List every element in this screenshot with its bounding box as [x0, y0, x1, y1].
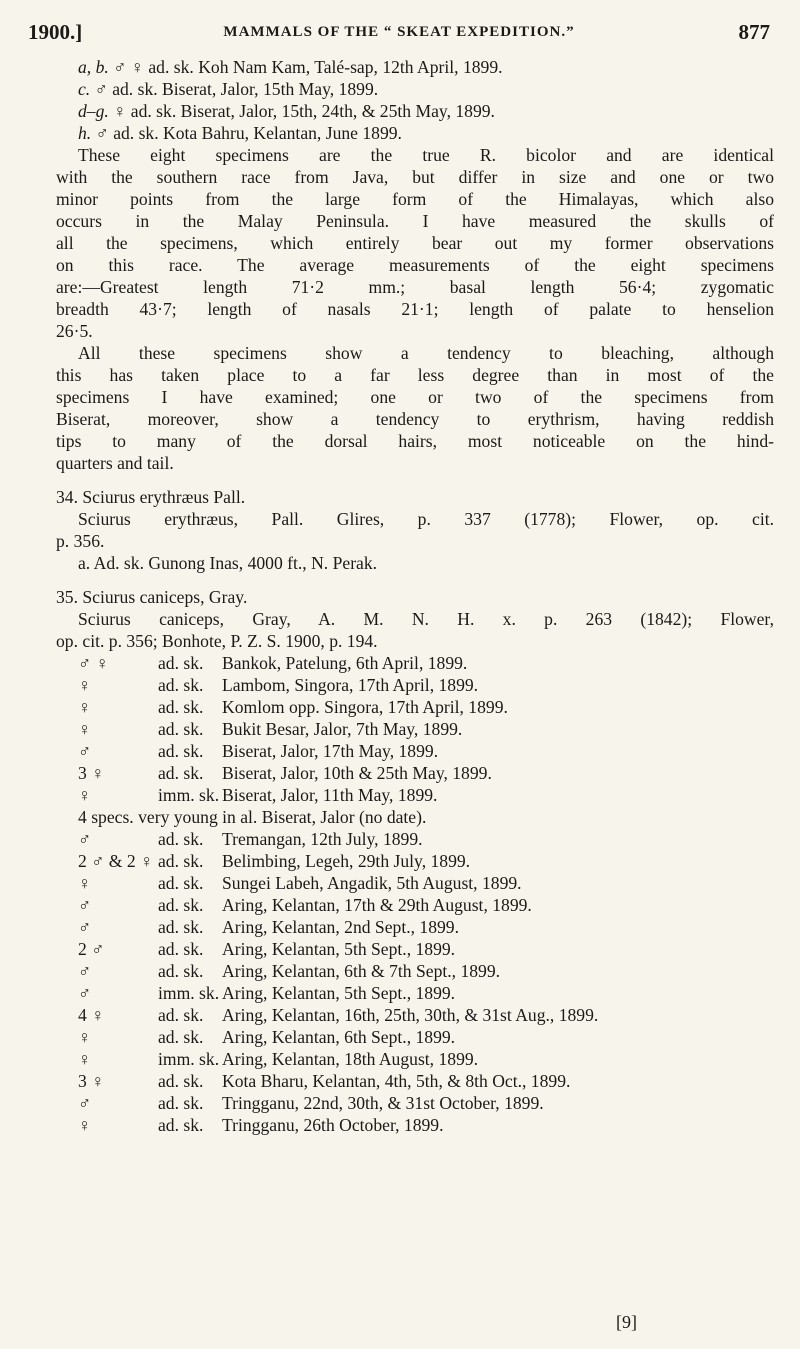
specimen-row	[56, 1114, 774, 1136]
record-line	[56, 78, 774, 100]
header-title: MAMMALS OF THE “ SKEAT EXPEDITION.”	[223, 24, 575, 40]
specimen-type: ad. sk.	[158, 851, 204, 871]
paragraph-1	[56, 144, 774, 342]
specimen-row	[56, 850, 774, 872]
record-text: ad. sk. Koh Nam Kam, Talé-sap, 12th April, 1899.	[148, 57, 503, 77]
specimen-row	[56, 1092, 774, 1114]
specimen-type: ad. sk.	[158, 653, 204, 673]
specimen-locality: Biserat, Jalor (no date).	[261, 807, 427, 827]
specimen-sex: ♀	[78, 873, 92, 893]
specimen-locality: Komlom opp. Singora, 17th April, 1899.	[222, 697, 508, 717]
specimen-note: 4 specs. very young in al.	[78, 807, 262, 827]
section-34-heading: 34. Sciurus erythræus Pall.	[56, 487, 246, 507]
specimen-type: ad. sk.	[158, 1093, 204, 1113]
text-line: Biserat, moreover, show a tendency to erythrism, having reddish	[56, 409, 774, 429]
text-line: quarters and tail.	[56, 453, 174, 473]
section-34-record: a. Ad. sk. Gunong Inas, 4000 ft., N. Perak.	[78, 553, 378, 573]
specimen-sex: ♂	[78, 1093, 92, 1113]
specimen-type: ad. sk.	[158, 741, 204, 761]
specimen-row	[56, 718, 774, 740]
specimen-row	[56, 1048, 774, 1070]
text-line: specimens I have examined; one or two of the specimens from	[56, 387, 774, 407]
specimen-locality: Belimbing, Legeh, 29th July, 1899.	[222, 851, 471, 871]
text-line: with the southern race from Java, but differ in size and one or two	[56, 167, 774, 187]
record-text: ad. sk. Biserat, Jalor, 15th, 24th, & 25th May, 1899.	[130, 101, 495, 121]
text-line: 26·5.	[56, 321, 93, 341]
specimen-type: ad. sk.	[158, 873, 204, 893]
specimen-locality: Lambom, Singora, 17th April, 1899.	[222, 675, 479, 695]
specimen-row	[56, 1004, 774, 1026]
section-35-citation	[56, 608, 774, 652]
specimen-sex: 2 ♂ & 2 ♀	[78, 851, 154, 871]
specimen-type: imm. sk.	[158, 1049, 220, 1069]
record-text: ad. sk. Biserat, Jalor, 15th May, 1899.	[112, 79, 379, 99]
paragraph-2	[56, 342, 774, 474]
running-header	[28, 20, 770, 50]
specimen-row	[56, 762, 774, 784]
specimen-type: imm. sk.	[158, 785, 220, 805]
page-number: 877	[738, 20, 770, 44]
specimen-sex: ♀	[78, 1115, 92, 1135]
specimen-sex: ♀	[78, 675, 92, 695]
section-34-citation	[56, 508, 774, 552]
text-line: all the specimens, which entirely bear out my former observations	[56, 233, 774, 253]
specimen-row	[56, 828, 774, 850]
specimen-locality: Biserat, Jalor, 11th May, 1899.	[222, 785, 438, 805]
specimen-locality: Bankok, Patelung, 6th April, 1899.	[222, 653, 468, 673]
citation-line: Sciurus erythræus, Pall. Glires, p. 337 (1778); Flower, op. cit.	[78, 509, 774, 529]
specimen-locality: Tremangan, 12th July, 1899.	[222, 829, 423, 849]
record-label: h.	[78, 123, 96, 143]
specimen-locality: Aring, Kelantan, 6th Sept., 1899.	[222, 1027, 456, 1047]
specimen-sex: ♀	[78, 1027, 92, 1047]
specimen-type: ad. sk.	[158, 961, 204, 981]
specimen-type: ad. sk.	[158, 719, 204, 739]
text-line: are:—Greatest length 71·2 mm.; basal length 56·4; zygomatic	[56, 277, 774, 297]
specimen-sex: 4 ♀	[78, 1005, 105, 1025]
record-line	[56, 100, 774, 122]
record-label: c.	[78, 79, 95, 99]
specimen-row	[56, 784, 774, 806]
specimen-sex: ♂	[78, 829, 92, 849]
text-line: tips to many of the dorsal hairs, most noticeable on the hind-	[56, 431, 774, 451]
specimen-row	[56, 982, 774, 1004]
specimen-locality: Aring, Kelantan, 2nd Sept., 1899.	[222, 917, 459, 937]
specimen-locality: Kota Bharu, Kelantan, 4th, 5th, & 8th Oct., 1899.	[222, 1071, 571, 1091]
text-line: on this race. The average measurements of the eight specimens	[56, 255, 774, 275]
specimen-locality: Aring, Kelantan, 6th & 7th Sept., 1899.	[222, 961, 501, 981]
page-body	[56, 56, 774, 1136]
specimen-locality: Aring, Kelantan, 5th Sept., 1899.	[222, 939, 456, 959]
specimen-row	[56, 872, 774, 894]
specimen-type: ad. sk.	[158, 1027, 204, 1047]
sex-symbol: ♂	[95, 123, 114, 143]
specimen-sex: 2 ♂	[78, 939, 105, 959]
text-line: this has taken place to a far less degree than in most of the	[56, 365, 774, 385]
text-line: occurs in the Malay Peninsula. I have measured the skulls of	[56, 211, 774, 231]
section-35-heading: 35. Sciurus caniceps, Gray.	[56, 587, 248, 607]
record-line	[56, 122, 774, 144]
specimen-type: ad. sk.	[158, 763, 204, 783]
record-label: d–g.	[78, 101, 114, 121]
specimen-locality: Aring, Kelantan, 18th August, 1899.	[222, 1049, 479, 1069]
specimen-sex: ♂	[78, 961, 92, 981]
specimen-type: ad. sk.	[158, 675, 204, 695]
citation-line: p. 356.	[56, 531, 105, 551]
sex-symbol: ♂ ♀	[113, 57, 149, 77]
citation-line: op. cit. p. 356; Bonhote, P. Z. S. 1900, p. 194.	[56, 631, 378, 651]
specimen-locality: Biserat, Jalor, 10th & 25th May, 1899.	[222, 763, 492, 783]
specimen-locality: Bukit Besar, Jalor, 7th May, 1899.	[222, 719, 463, 739]
record-text: ad. sk. Kota Bahru, Kelantan, June 1899.	[113, 123, 402, 143]
specimen-sex: ♀	[78, 719, 92, 739]
record-line	[56, 56, 774, 78]
specimen-row	[56, 938, 774, 960]
sex-symbol: ♀	[113, 101, 131, 121]
specimen-sex: ♂ ♀	[78, 653, 109, 673]
specimen-locality: Biserat, Jalor, 17th May, 1899.	[222, 741, 439, 761]
text-line: These eight specimens are the true R. bicolor and are identical	[78, 145, 774, 165]
specimen-locality: Tringganu, 22nd, 30th, & 31st October, 1899.	[222, 1093, 544, 1113]
specimen-type: ad. sk.	[158, 1115, 204, 1135]
header-year: 1900.]	[28, 20, 83, 44]
specimen-row	[56, 696, 774, 718]
specimen-sex: ♂	[78, 895, 92, 915]
specimen-sex: 3 ♀	[78, 763, 105, 783]
specimen-row	[56, 1026, 774, 1048]
specimen-type: ad. sk.	[158, 1005, 204, 1025]
signature-mark: [9]	[616, 1312, 637, 1332]
specimen-sex: ♀	[78, 1049, 92, 1069]
citation-line: Sciurus caniceps, Gray, A. M. N. H. x. p. 263 (1842); Flower,	[78, 609, 774, 629]
specimen-type: ad. sk.	[158, 1071, 204, 1091]
text-line: All these specimens show a tendency to bleaching, although	[78, 343, 774, 363]
section-35-records	[56, 652, 774, 1136]
specimen-type: ad. sk.	[158, 895, 204, 915]
specimen-sex: ♀	[78, 697, 92, 717]
specimen-sex: ♂	[78, 741, 92, 761]
specimen-row	[56, 740, 774, 762]
specimen-type: ad. sk.	[158, 939, 204, 959]
top-records	[56, 56, 774, 144]
specimen-row	[56, 806, 774, 828]
sex-symbol: ♂	[94, 79, 113, 99]
text-line: breadth 43·7; length of nasals 21·1; length of palate to henselion	[56, 299, 774, 319]
specimen-locality: Aring, Kelantan, 16th, 25th, 30th, & 31st Aug., 1899.	[222, 1005, 599, 1025]
specimen-locality: Tringganu, 26th October, 1899.	[222, 1115, 444, 1135]
specimen-row	[56, 652, 774, 674]
specimen-sex: 3 ♀	[78, 1071, 105, 1091]
specimen-type: ad. sk.	[158, 697, 204, 717]
specimen-type: imm. sk.	[158, 983, 220, 1003]
specimen-row	[56, 1070, 774, 1092]
specimen-sex: ♂	[78, 917, 92, 937]
text-line: minor points from the large form of the Himalayas, which also	[56, 189, 774, 209]
specimen-locality: Aring, Kelantan, 5th Sept., 1899.	[222, 983, 456, 1003]
specimen-locality: Sungei Labeh, Angadik, 5th August, 1899.	[222, 873, 522, 893]
specimen-type: ad. sk.	[158, 829, 204, 849]
specimen-sex: ♂	[78, 983, 92, 1003]
specimen-locality: Aring, Kelantan, 17th & 29th August, 1899.	[222, 895, 532, 915]
specimen-row	[56, 960, 774, 982]
record-label: a, b.	[78, 57, 114, 77]
specimen-row	[56, 674, 774, 696]
specimen-row	[56, 894, 774, 916]
specimen-row	[56, 916, 774, 938]
specimen-type: ad. sk.	[158, 917, 204, 937]
specimen-sex: ♀	[78, 785, 92, 805]
